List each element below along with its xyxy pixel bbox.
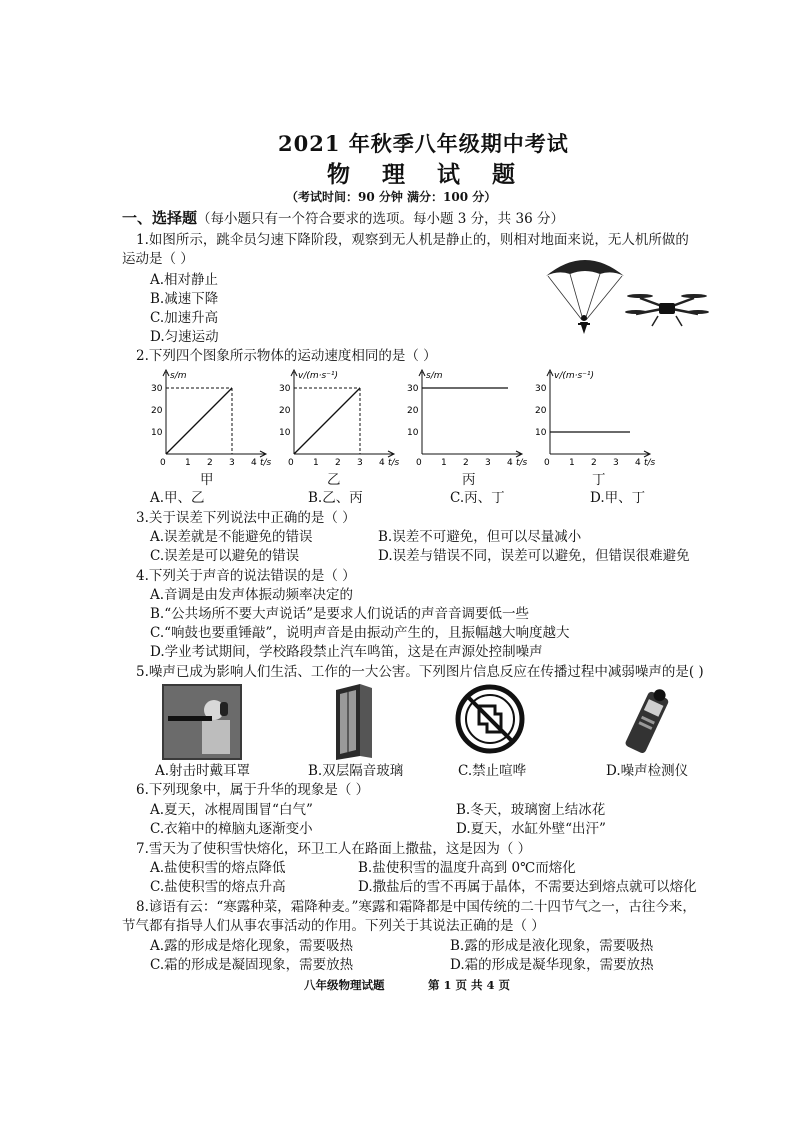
q1-option-c: C.加速升高: [150, 310, 219, 326]
q2-option-c: C.丙、丁: [450, 490, 505, 506]
graph-yi-xtick-0: 0: [288, 458, 294, 468]
q7-option-c: C.盐使积雪的熔点升高: [150, 879, 286, 895]
graph-ding-caption: 丁: [592, 472, 606, 488]
q6-option-b: B.冬天，玻璃窗上结冰花: [456, 802, 606, 818]
graph-yi: [276, 366, 406, 470]
q5-stem: 5.噪声已成为影响人们生活、工作的一大公害。下列图片信息反应在传播过程中减弱噪声的是( ): [136, 664, 704, 680]
graph-yi-xtick-2: 2: [335, 458, 341, 468]
graph-ding-xtick-3: 3: [613, 458, 619, 468]
q4-option-a: A.音调是由发声体振动频率决定的: [150, 587, 354, 603]
graph-bing-xlabel: t/s: [516, 458, 528, 468]
footer-page-number: 第 1 页 共 4 页: [428, 978, 511, 992]
graph-ding-ytick-30: 30: [535, 384, 547, 394]
q2-option-a: A.甲、乙: [150, 490, 205, 506]
q5-option-b: B.双层隔音玻璃: [308, 763, 404, 779]
footer-subject: 八年级物理试题: [304, 978, 385, 992]
q5-option-d: D.噪声检测仪: [606, 763, 689, 779]
graph-bing-ytick-30: 30: [407, 384, 419, 394]
graph-bing-xtick-2: 2: [463, 458, 469, 468]
graph-yi-ytick-20: 20: [279, 406, 291, 416]
q1-option-b: B.减速下降: [150, 291, 219, 307]
graph-bing-xtick-3: 3: [485, 458, 491, 468]
graph-jia-xtick-3: 3: [229, 458, 235, 468]
no-honking-sign-icon: [455, 684, 525, 754]
q1-line1: 1.如图所示，跳伞员匀速下降阶段，观察到无人机是静止的，则相对地面来说，无人机所做的: [136, 232, 689, 248]
graph-ding: [532, 366, 662, 470]
graph-ding-xtick-2: 2: [591, 458, 597, 468]
graph-ding-xtick-0: 0: [544, 458, 550, 468]
exam-info: （考试时间：90 分钟 满分：100 分）: [286, 190, 497, 204]
q3-option-a: A.误差就是不能避免的错误: [150, 529, 313, 545]
graph-jia-xlabel: t/s: [260, 458, 272, 468]
graph-bing-xtick-4: 4: [507, 458, 513, 468]
q6-option-a: A.夏天，冰棍周围冒“白气”: [150, 802, 313, 818]
section-instruction: （每小题只有一个符合要求的选项。每小题 3 分，共 36 分）: [197, 211, 564, 227]
q3-option-d: D.误差与错误不同，误差可以避免，但错误很难避免: [378, 548, 690, 564]
parachutist-drone-figure: [540, 248, 710, 338]
sound-level-meter-icon: [610, 686, 682, 758]
q2-option-b: B.乙、丙: [308, 490, 363, 506]
parachute-icon: [546, 260, 624, 334]
q6-option-c: C.衣箱中的樟脑丸逐渐变小: [150, 821, 313, 837]
graph-bing-ylabel: s/m: [426, 371, 443, 381]
q7-option-d: D.撒盐后的雪不再属于晶体，不需要达到熔点就可以熔化: [358, 879, 697, 895]
q8-option-b: B.露的形成是液化现象，需要吸热: [450, 938, 654, 954]
section-heading-row: [122, 207, 564, 228]
q8-option-a: A.露的形成是熔化现象，需要吸热: [150, 938, 354, 954]
graph-jia-xtick-2: 2: [207, 458, 213, 468]
graph-yi-xtick-4: 4: [379, 458, 385, 468]
q6-stem: 6.下列现象中，属于升华的现象是（ ）: [136, 782, 370, 798]
graph-jia-ytick-30: 30: [151, 384, 163, 394]
q1-option-d: D.匀速运动: [150, 329, 219, 345]
graph-bing-xtick-0: 0: [416, 458, 422, 468]
double-glazed-window-icon: [326, 684, 386, 760]
graph-ding-ylabel: v/(m·s⁻¹): [554, 371, 595, 381]
q4-stem: 4.下列关于声音的说法错误的是（ ）: [136, 568, 356, 584]
graph-ding-ytick-10: 10: [535, 428, 547, 438]
q7-option-b: B.盐使积雪的温度升高到 0℃而熔化: [358, 860, 576, 876]
exam-title: 2021 年秋季八年级期中考试: [278, 131, 569, 156]
q4-option-b: B.“公共场所不要大声说话”是要求人们说话的声音音调要低一些: [150, 606, 530, 622]
graph-jia-line: [166, 388, 232, 454]
graph-bing-ytick-10: 10: [407, 428, 419, 438]
q7-option-a: A.盐使积雪的熔点降低: [150, 860, 286, 876]
graph-yi-xlabel: t/s: [388, 458, 400, 468]
graph-jia-ytick-10: 10: [151, 428, 163, 438]
q1-line2: 运动是（ ）: [122, 251, 194, 267]
graph-yi-line: [294, 388, 360, 454]
graph-ding-xtick-4: 4: [635, 458, 641, 468]
graph-bing-xtick-1: 1: [441, 458, 447, 468]
graph-yi-ylabel: v/(m·s⁻¹): [298, 371, 339, 381]
q8-line1: 8.谚语有云：“寒露种菜，霜降种麦。”寒露和霜降都是中国传统的二十四节气之一，古往今来，: [136, 899, 696, 915]
graph-jia-xtick-1: 1: [185, 458, 191, 468]
shooter-photo-icon: [162, 684, 242, 760]
q2-stem: 2.下列四个图象所示物体的运动速度相同的是（ ）: [136, 348, 437, 364]
subject-title: 物 理 试 题: [327, 161, 528, 188]
graph-ding-xlabel: t/s: [644, 458, 656, 468]
q5-option-a: A.射击时戴耳罩: [155, 763, 251, 779]
q3-option-c: C.误差是可以避免的错误: [150, 548, 300, 564]
graph-ding-ytick-20: 20: [535, 406, 547, 416]
q2-option-d: D.甲、丁: [590, 490, 646, 506]
q1-option-a: A.相对静止: [150, 272, 219, 288]
graph-jia-ylabel: s/m: [170, 371, 187, 381]
graph-yi-ytick-10: 10: [279, 428, 291, 438]
graph-jia-ytick-20: 20: [151, 406, 163, 416]
q5-option-c: C.禁止喧哗: [458, 763, 527, 779]
graph-yi-caption: 乙: [327, 472, 341, 488]
graph-jia-caption: 甲: [200, 472, 214, 488]
q4-option-c: C.“响鼓也要重锤敲”，说明声音是由振动产生的，且振幅越大响度越大: [150, 625, 570, 641]
q3-option-b: B.误差不可避免，但可以尽量减小: [378, 529, 582, 545]
graph-bing-ytick-20: 20: [407, 406, 419, 416]
drone-icon: [625, 294, 709, 326]
graph-jia-xtick-0: 0: [160, 458, 166, 468]
graph-jia-xtick-4: 4: [251, 458, 257, 468]
graph-yi-ytick-30: 30: [279, 384, 291, 394]
graph-yi-xtick-3: 3: [357, 458, 363, 468]
q8-option-d: D.霜的形成是凝华现象，需要放热: [450, 957, 654, 973]
q8-line2: 节气都有指导人们从事农事活动的作用。下列关于其说法正确的是（ ）: [122, 918, 545, 934]
graph-bing: [404, 366, 534, 470]
graph-ding-xtick-1: 1: [569, 458, 575, 468]
graph-jia: [148, 366, 278, 470]
graph-bing-caption: 丙: [462, 472, 476, 488]
q6-option-d: D.夏天，水缸外壁“出汗”: [456, 821, 606, 837]
q8-option-c: C.霜的形成是凝固现象，需要放热: [150, 957, 354, 973]
section-heading: 一、选择题: [122, 209, 198, 227]
q7-stem: 7.雪天为了使积雪快熔化，环卫工人在路面上撒盐，这是因为（ ）: [136, 841, 532, 857]
graph-yi-xtick-1: 1: [313, 458, 319, 468]
q3-stem: 3.关于误差下列说法中正确的是（ ）: [136, 510, 356, 526]
q4-option-d: D.学业考试期间，学校路段禁止汽车鸣笛，这是在声源处控制噪声: [150, 644, 543, 660]
